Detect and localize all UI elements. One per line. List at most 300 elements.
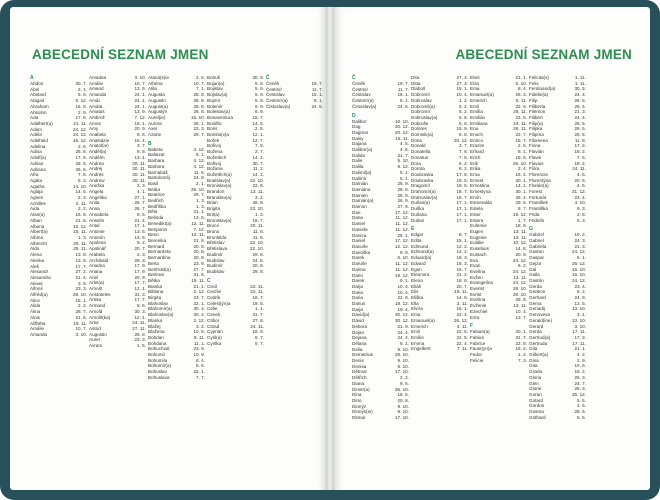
- name-day-date: 13. 8.: [193, 215, 205, 221]
- name-text: Abigail: [30, 98, 44, 104]
- name-day-date: 2. 12.: [193, 289, 205, 295]
- name-text: Augustýn: [148, 109, 168, 115]
- name-text: Amát: [89, 97, 100, 103]
- name-day-date: 23. 7.: [193, 295, 205, 301]
- name-text: Donatella: [411, 149, 431, 155]
- name-day-date: 17. 11.: [572, 329, 586, 335]
- name-text: Gerhard: [529, 295, 546, 301]
- name-day-date: 23. 3.: [134, 337, 146, 343]
- name-text: Felix: [529, 80, 539, 86]
- name-day-date: 1. 1.: [255, 306, 264, 312]
- name-day-date: 26. 5.: [574, 126, 586, 132]
- name-text: Amanda: [30, 331, 48, 337]
- name-columns: [30, 75, 323, 381]
- name-day-date: 2. 2.: [78, 303, 87, 309]
- name-day-date: 7. 1.: [196, 86, 205, 92]
- name-text: Agatha: [30, 183, 45, 189]
- name-day-date: 17. 10.: [394, 415, 409, 421]
- name-text: Drahomír(a): [411, 189, 436, 195]
- name-text: Benedikt(a): [148, 220, 172, 226]
- name-text: Borisla(v)a: [207, 132, 229, 138]
- name-text: Ferdinand(a): [529, 86, 556, 92]
- name-day-date: 11. 7.: [397, 86, 409, 92]
- name-text: Ema: [411, 312, 421, 318]
- name-day-date: 20. 8.: [193, 249, 205, 255]
- name-text: Duška: [411, 206, 425, 212]
- name-text: Gaston: [529, 249, 544, 255]
- name-day-date: 13. 11.: [513, 228, 527, 234]
- name-day-date: 6. 10.: [397, 255, 409, 261]
- name-text: Anselm: [89, 217, 105, 223]
- name-day-date: 19. 12.: [512, 211, 527, 217]
- name-day-date: 6. 1.: [196, 152, 205, 158]
- name-day-date: 6. 3.: [577, 217, 586, 223]
- name-day-date: 12. 1.: [134, 314, 146, 320]
- name-day-date: 24. 11.: [132, 320, 146, 326]
- name-text: Bořivoj: [207, 143, 222, 149]
- name-day-date: 9. 11.: [193, 334, 205, 340]
- name-day-date: 25. 3.: [574, 374, 586, 380]
- name-text: Damián(a): [352, 198, 374, 204]
- name-day-date: 24. 4.: [574, 92, 586, 98]
- name-text: Bohuchval: [148, 346, 170, 352]
- name-text: Apolena: [89, 240, 106, 246]
- name-text: Ervín: [470, 194, 481, 200]
- name-day-date: 10. 7.: [193, 80, 205, 86]
- name-entry: [148, 375, 205, 381]
- name-text: Agnes: [30, 195, 44, 201]
- name-day-date: 28. 8.: [193, 103, 205, 109]
- name-text: Brigita: [207, 206, 221, 212]
- name-day-date: 9. 1.: [400, 278, 409, 284]
- name-day-date: 12. 11.: [191, 232, 205, 238]
- name-day-date: 26. 10.: [512, 291, 527, 297]
- name-text: Amálie: [89, 80, 104, 86]
- name-day-date: 26. 9.: [397, 192, 409, 198]
- name-text: Emerich: [411, 323, 428, 329]
- name-day-date: 15. 7.: [456, 266, 468, 272]
- name-text: Bernard: [148, 243, 165, 249]
- name-text: Anastázie: [89, 137, 110, 143]
- name-day-date: 28. 9.: [252, 200, 264, 206]
- name-text: Alexandra: [30, 274, 51, 280]
- name-text: Bojslav(a): [207, 92, 228, 98]
- name-text: Albína: [30, 234, 44, 240]
- name-text: Evženie: [470, 303, 487, 309]
- name-day-date: 26. 4.: [574, 103, 586, 109]
- name-text: Belinda: [148, 215, 164, 221]
- name-text: Čestmír: [266, 86, 283, 92]
- name-day-date: 8. 6.: [137, 211, 146, 217]
- name-day-date: 6. 2.: [577, 289, 586, 295]
- name-day-date: 3. 5.: [78, 280, 87, 286]
- name-text: Florentýna: [529, 177, 551, 183]
- name-day-date: 17. 7.: [75, 263, 87, 269]
- name-day-date: 22. 10.: [249, 240, 264, 246]
- name-day-date: 30. 3.: [134, 308, 146, 314]
- name-text: Darina: [352, 266, 366, 272]
- name-day-date: 19. 12.: [394, 301, 409, 307]
- name-day-date: 14. 2.: [252, 154, 264, 160]
- name-text: Alfons: [30, 286, 43, 292]
- name-text: Eustach: [470, 251, 487, 257]
- name-text: Filip(a): [529, 120, 544, 126]
- name-text: Archibald: [89, 257, 109, 263]
- name-text: Darius: [352, 301, 366, 307]
- name-day-date: 3. 1.: [577, 312, 586, 318]
- name-day-date: 5. 9.: [255, 86, 264, 92]
- name-day-date: 5. 6.: [459, 114, 468, 120]
- name-text: Aldo: [30, 246, 40, 252]
- name-day-date: 1. 11.: [574, 75, 586, 80]
- name-text: Cyprián: [207, 329, 223, 335]
- name-text: Břetislav: [207, 240, 225, 246]
- name-text: Ambrož: [89, 114, 105, 120]
- name-text: Bronislav(a): [207, 217, 232, 223]
- name-text: Božena: [207, 149, 223, 155]
- name-day-date: 2. 6.: [518, 143, 527, 149]
- name-day-date: 25. 4.: [515, 194, 527, 200]
- letter-heading: A: [30, 75, 34, 81]
- name-day-date: 7. 8.: [78, 172, 87, 178]
- name-text: Budislav: [207, 268, 225, 274]
- name-text: Diana: [352, 380, 365, 386]
- name-day-date: 12. 12.: [394, 243, 409, 249]
- name-day-date: 17. 8.: [456, 171, 468, 177]
- name-text: Everist: [470, 286, 485, 292]
- name-text: Bernardina: [148, 255, 171, 261]
- name-text: Dagmar: [352, 129, 369, 135]
- name-text: Danica: [352, 232, 367, 238]
- name-text: Arleta: [89, 297, 102, 303]
- name-day-date: 13. 1.: [134, 154, 146, 160]
- name-day-date: 15. 9.: [456, 126, 468, 132]
- name-text: Adolf(a): [30, 155, 47, 161]
- name-day-date: 23. 9.: [193, 260, 205, 266]
- name-text: Eugenie: [470, 234, 487, 240]
- name-day-date: 28. 8.: [134, 331, 146, 337]
- name-day-date: 12. 5.: [574, 300, 586, 306]
- name-day-date: 1. 3.: [196, 203, 205, 209]
- name-text: Damien: [352, 192, 368, 198]
- name-day-date: 22. 5.: [515, 114, 527, 120]
- name-text: Barnabáš: [148, 169, 168, 175]
- name-text: Florencie: [529, 171, 548, 177]
- name-text: Anežka: [89, 183, 105, 189]
- name-text: Cedrik: [207, 295, 221, 301]
- name-text: Damián: [352, 181, 368, 187]
- name-day-date: 15. 1.: [75, 297, 87, 303]
- name-day-date: 16. 8.: [75, 212, 87, 218]
- name-day-date: 6. 2.: [459, 166, 468, 172]
- name-day-date: 7. 12.: [193, 226, 205, 232]
- name-text: Ezechiel: [470, 308, 488, 314]
- name-day-date: 30. 1.: [515, 177, 527, 183]
- name-day-date: 13. 11.: [513, 303, 527, 309]
- name-text: Aurora: [148, 120, 162, 126]
- name-text: Gedeon: [529, 289, 546, 295]
- name-day-date: 22. 8.: [252, 183, 264, 189]
- name-day-date: 2. 5.: [196, 75, 205, 80]
- name-day-date: 7. 7.: [196, 374, 205, 380]
- name-day-date: 5. 5.: [577, 414, 586, 420]
- name-day-date: 8. 6.: [137, 132, 146, 138]
- name-day-date: 4. 1.: [137, 189, 146, 195]
- name-day-date: 2. 9.: [78, 109, 87, 115]
- name-text: Čeněk: [352, 81, 366, 86]
- name-day-date: 16. 7.: [252, 295, 264, 301]
- page-title: ABECEDNÍ SEZNAM JMEN: [32, 47, 209, 62]
- name-text: Edvard: [411, 260, 426, 266]
- name-text: Emil: [411, 329, 420, 335]
- name-text: Dalie: [352, 158, 363, 164]
- name-day-date: 5. 5.: [577, 397, 586, 403]
- name-text: Azarie: [148, 132, 162, 138]
- name-text: Bohumír(a): [148, 363, 171, 369]
- name-day-date: 24. 4.: [397, 329, 409, 335]
- name-day-date: 21. 4.: [75, 274, 87, 280]
- name-day-date: 18. 9.: [515, 223, 527, 229]
- name-day-date: 23. 9.: [193, 346, 205, 352]
- name-text: Estera: [470, 217, 484, 223]
- name-day-date: 4. 6.: [400, 147, 409, 153]
- name-text: Fidelie(a): [529, 92, 549, 98]
- name-day-date: 13. 11.: [250, 189, 264, 195]
- name-text: Elena: [411, 277, 423, 283]
- name-day-date: 19. 11.: [191, 277, 205, 283]
- name-day-date: 12. 1.: [134, 286, 146, 292]
- name-day-date: 5. 2.: [459, 109, 468, 115]
- name-column: [411, 75, 468, 421]
- name-day-date: 25. 11.: [73, 246, 87, 252]
- name-text: Glorie: [529, 386, 542, 392]
- name-text: Agáta: [30, 177, 43, 183]
- name-text: Debora: [352, 323, 368, 329]
- name-text: Anděl(a): [89, 149, 107, 155]
- name-text: Daria: [352, 295, 363, 301]
- name-day-date: 7. 5.: [577, 154, 586, 160]
- name-text: Brandon: [207, 189, 225, 195]
- name-day-date: 17. 1.: [456, 217, 468, 223]
- name-text: Bojan(a): [207, 80, 225, 86]
- name-entry: [411, 218, 468, 224]
- name-day-date: 26. 9.: [397, 186, 409, 192]
- name-day-date: 11. 6.: [252, 228, 264, 234]
- name-text: Dina: [352, 392, 362, 398]
- name-text: Aristoteles: [89, 291, 111, 297]
- name-text: Bohumila: [148, 357, 168, 363]
- name-day-date: 16. 10.: [571, 272, 586, 278]
- name-text: Amanda: [89, 92, 107, 98]
- name-day-date: 11. 6.: [193, 169, 205, 175]
- name-day-date: 8. 7.: [518, 206, 527, 212]
- name-text: Beatrice: [148, 192, 165, 198]
- name-day-date: 14. 5.: [252, 120, 264, 126]
- name-text: Amálie: [30, 326, 45, 332]
- name-text: Florián(a): [529, 183, 549, 189]
- name-day-date: 2. 2.: [78, 206, 87, 212]
- name-day-date: 27. 2.: [75, 269, 87, 275]
- name-text: Faust(yn)a: [470, 346, 492, 352]
- name-text: Erik: [470, 160, 478, 166]
- name-text: Gabriela: [529, 243, 547, 249]
- name-text: Dlaboš: [411, 86, 426, 92]
- name-column: [148, 75, 205, 381]
- name-day-date: 28. 8.: [193, 109, 205, 115]
- name-day-date: 24. 11.: [250, 323, 264, 329]
- name-text: Anita: [89, 200, 100, 206]
- name-text: Evan: [470, 263, 481, 269]
- name-day-date: 29. 7.: [193, 132, 205, 138]
- name-text: Cecílie: [207, 289, 222, 295]
- name-day-date: 21. 4.: [134, 217, 146, 223]
- name-text: Aleš: [30, 263, 39, 269]
- name-text: Blanka: [148, 317, 163, 323]
- name-text: Eleonora: [411, 272, 430, 278]
- name-text: Dionýs(ie): [352, 409, 373, 415]
- name-text: Abdon: [30, 81, 44, 86]
- page-title: ABECEDNÍ SEZNAM JMEN: [455, 47, 632, 62]
- name-day-date: 21. 11.: [73, 120, 87, 126]
- name-text: Dragomír: [411, 183, 431, 189]
- name-text: Bořivoj: [207, 160, 222, 166]
- name-day-date: 31. 7.: [252, 312, 264, 318]
- name-text: Augusta: [148, 92, 165, 98]
- name-text: Flavie: [529, 154, 542, 160]
- letter-heading: G: [529, 226, 533, 233]
- name-day-date: 20. 12.: [453, 137, 468, 143]
- name-text: Čistoslav(a): [266, 103, 291, 109]
- name-day-date: 22. 8.: [515, 340, 527, 346]
- name-day-date: 30. 4.: [193, 312, 205, 318]
- name-day-date: 28. 11.: [513, 109, 527, 115]
- name-text: Dolores: [411, 126, 427, 132]
- name-text: Alice: [30, 297, 40, 303]
- name-text: Bětka: [148, 277, 160, 283]
- name-day-date: 1. 2.: [255, 211, 264, 217]
- name-text: Ema: [470, 86, 480, 92]
- name-day-date: 2. 11.: [75, 200, 87, 206]
- name-text: Gaspar: [529, 255, 545, 261]
- name-text: Doubravka: [411, 177, 434, 183]
- name-day-date: 24. 12.: [72, 132, 87, 138]
- name-day-date: 10. 5.: [193, 329, 205, 335]
- name-text: Emiliana: [470, 120, 488, 126]
- name-text: Celest(ýn)a: [207, 300, 231, 306]
- name-day-date: 17. 10.: [394, 369, 409, 375]
- name-day-date: 12. 1.: [252, 132, 264, 138]
- name-day-date: 2. 5.: [255, 126, 264, 132]
- name-day-date: 30. 11.: [132, 166, 146, 172]
- name-text: Goran: [529, 391, 542, 397]
- name-text: Andrej: [89, 166, 103, 172]
- name-text: Annabela: [89, 211, 109, 217]
- name-text: Bianka: [148, 283, 163, 289]
- name-text: Ctirad: [207, 323, 220, 329]
- name-text: Filipka: [529, 126, 543, 132]
- name-day-date: 16. 9.: [252, 329, 264, 335]
- name-day-date: 29. 8.: [252, 268, 264, 274]
- name-text: Erhard: [470, 149, 484, 155]
- name-day-date: 24. 1.: [134, 103, 146, 109]
- name-text: Alois: [30, 314, 40, 320]
- name-text: Astrid: [89, 325, 101, 331]
- name-day-date: 22. 10.: [249, 246, 264, 252]
- name-day-date: 31. 12.: [571, 189, 586, 195]
- name-day-date: 12. 2.: [456, 243, 468, 249]
- name-text: Darek: [352, 255, 365, 261]
- name-day-date: 5. 9.: [255, 92, 264, 98]
- name-day-date: 27. 3.: [456, 75, 468, 80]
- name-day-date: 21. 1.: [515, 75, 527, 80]
- name-day-date: 21. 3.: [574, 109, 586, 115]
- name-text: Cyrilka: [207, 340, 222, 346]
- name-text: Bohuslav: [148, 369, 167, 375]
- name-text: Daria: [352, 289, 363, 295]
- name-day-date: 17. 1.: [456, 200, 468, 206]
- name-day-date: 9. 12.: [397, 164, 409, 170]
- letter-heading: F: [470, 323, 474, 330]
- name-text: Andrés: [89, 171, 104, 177]
- name-text: Dušana: [411, 211, 427, 217]
- name-text: Ataná(s)ie: [148, 75, 169, 80]
- name-day-date: 13. 7.: [515, 314, 527, 320]
- name-text: Darek: [352, 278, 365, 284]
- name-day-date: 31. 5.: [193, 272, 205, 278]
- name-text: Čestmír(a): [352, 98, 374, 104]
- name-text: Bratislav(a): [207, 177, 231, 183]
- name-day-date: 22. 8.: [397, 295, 409, 301]
- name-text: Amand: [89, 86, 104, 92]
- name-day-date: 4. 5.: [577, 183, 586, 189]
- name-text: Fortunát: [529, 194, 547, 200]
- name-day-date: 2. 4.: [518, 166, 527, 172]
- name-day-date: 8. 4.: [518, 86, 527, 92]
- name-text: Enrico: [470, 137, 484, 143]
- name-day-date: 26. 5.: [574, 132, 586, 138]
- name-day-date: 12. 2.: [456, 249, 468, 255]
- name-text: Arlet(a): [89, 280, 105, 286]
- name-day-date: 30. 11.: [132, 171, 146, 177]
- name-day-date: 24. 12.: [512, 280, 527, 286]
- name-text: Bořek: [207, 137, 220, 143]
- name-entry: [352, 104, 409, 110]
- name-day-date: 23. 3.: [75, 286, 87, 292]
- name-day-date: 5. 1.: [400, 175, 409, 181]
- name-text: Božetěch(a): [207, 171, 232, 177]
- name-day-date: 28. 10.: [72, 292, 87, 298]
- name-text: Daruše: [352, 261, 367, 267]
- name-day-date: 24. 4.: [397, 335, 409, 341]
- name-day-date: 4. 11.: [456, 323, 468, 329]
- name-day-date: 31. 3.: [134, 291, 146, 297]
- name-day-date: 1. 11.: [574, 80, 586, 86]
- name-day-date: 15. 7.: [515, 137, 527, 143]
- name-text: Bohdana: [148, 340, 167, 346]
- name-day-date: 15. 1.: [456, 86, 468, 92]
- name-day-date: 6. 9.: [255, 103, 264, 109]
- name-day-date: 18. 7.: [456, 189, 468, 195]
- name-day-date: 8. 1.: [400, 98, 409, 104]
- name-text: Čestislav: [266, 92, 285, 98]
- name-text: August(a): [148, 103, 168, 109]
- name-day-date: 26. 10.: [512, 160, 527, 166]
- name-column: [30, 75, 87, 381]
- name-text: Emílie: [411, 334, 424, 340]
- name-text: Edgar: [411, 232, 424, 238]
- name-day-date: 26. 3.: [515, 92, 527, 98]
- name-text: Abelard: [30, 92, 46, 98]
